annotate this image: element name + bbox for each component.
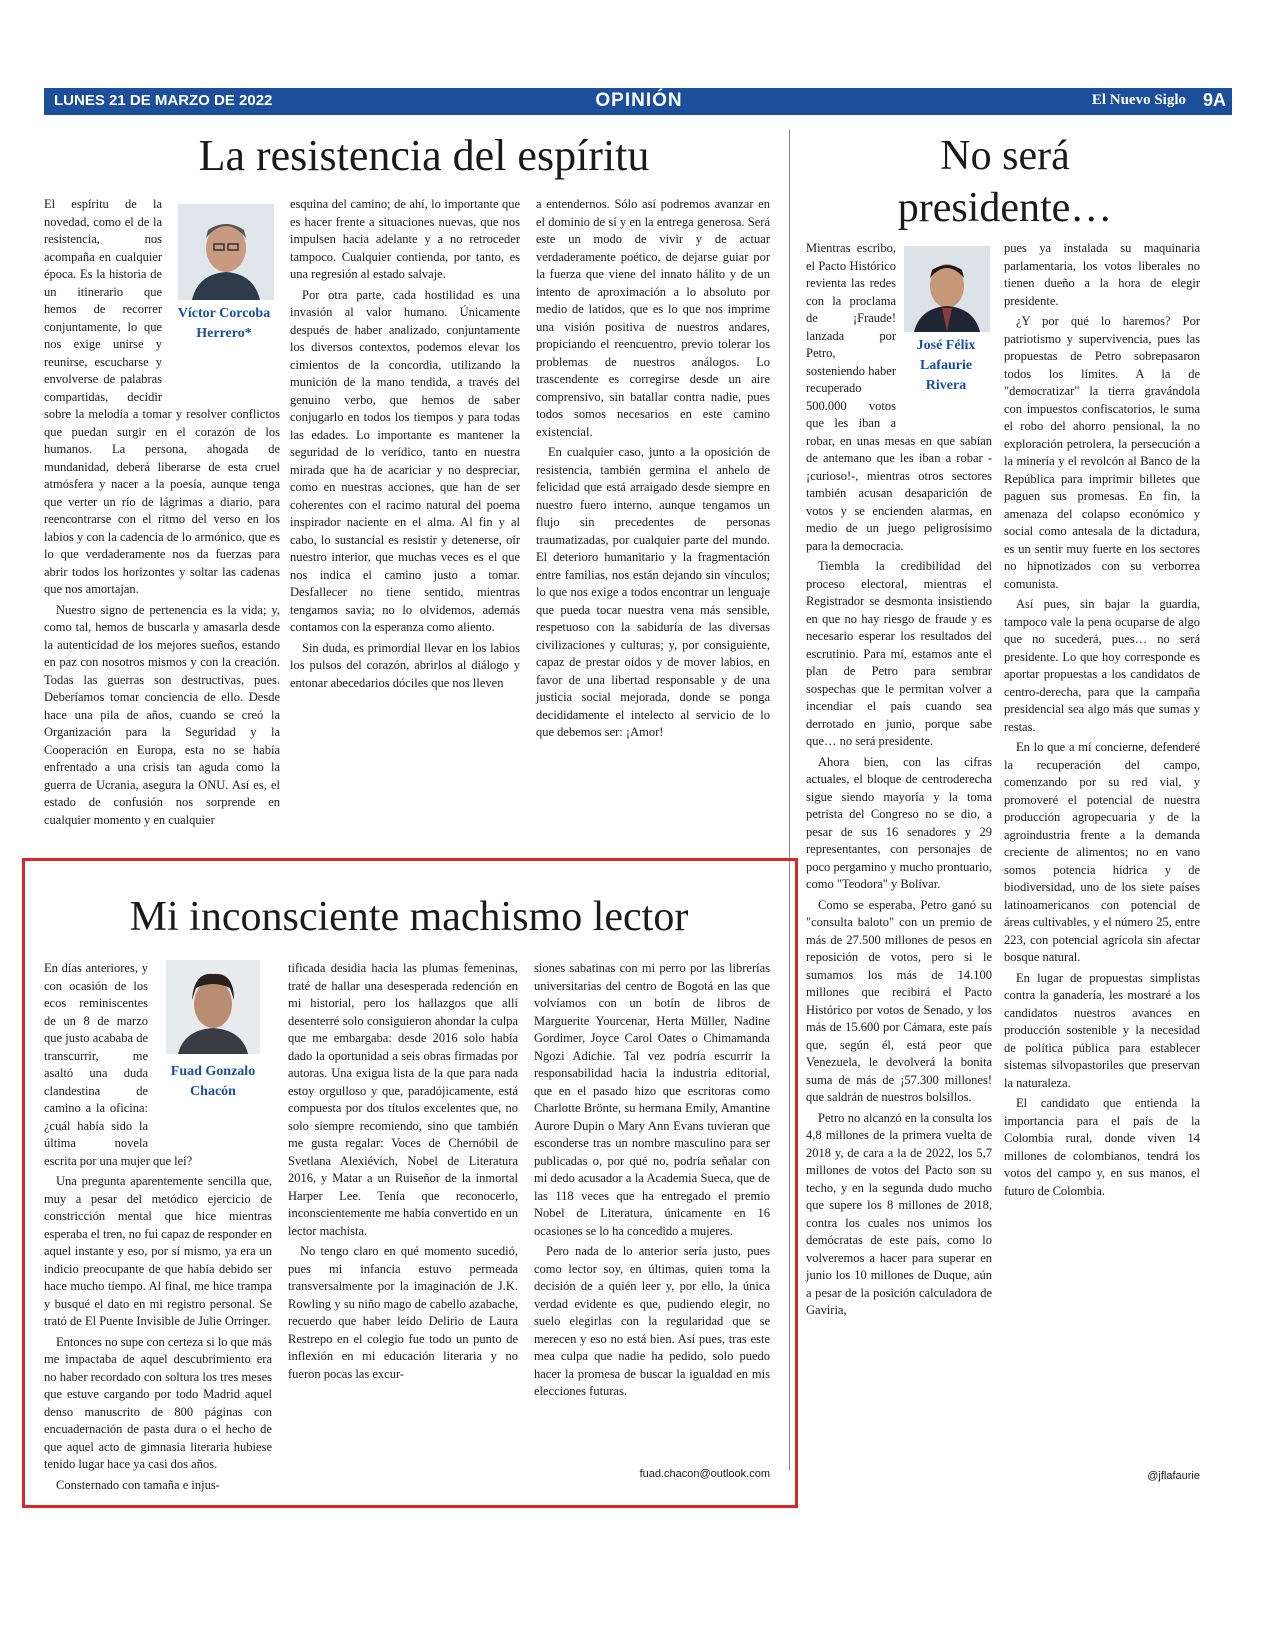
issue-date: LUNES 21 DE MARZO DE 2022 xyxy=(54,92,273,109)
article-column xyxy=(44,196,280,876)
author-photo xyxy=(178,204,274,300)
article-column xyxy=(288,960,518,1480)
paragraph: a entendernos. Sólo así podremos avanzar en el dominio de sí y en la entrega generosa. Será este un modo de vivir y de actuar verdaderamente poético, de dejarse guiar por la fuerza que viene del innato hálito y de un intento de aproximación a lo absoluto por medio de latidos, que es lo que nos imprime una visión positiva de nuestros andares, propiciando el reencuentro, previo tolerar los problemas de nuestros análogos. Lo trascendente es corregirse desde un aire comprensivo, sin batallar contra nadie, pues todos somos necesarios en este camino existencial. xyxy=(536,197,770,439)
newspaper-name: El Nuevo Siglo xyxy=(1091,92,1186,108)
paragraph: Petro no alcanzó en la consulta los 4,8 millones de la primera vuelta de 2018 y, de cara a la de 2022, los 5,7 millones de votos del Pacto son su techo, y en la segunda dudo mucho que supere los 8 millones de 2018, contra los cuales nos unimos los demócratas de este país, como lo volveremos a hacer para superar en junio los 10 millones de Duque, aún a pesar de la posición calculadora de Gaviria, xyxy=(806,1110,992,1317)
article-column xyxy=(44,960,273,1492)
paragraph: En días anteriores, y con ocasión de los ecos reminiscentes de un 8 de marzo que justo acababa de transcurrir, me asaltó una duda clandestina de camino a la oficina: ¿cuál había sido la última novela escrita por una mujer que leí? xyxy=(44,961,193,1168)
author-box xyxy=(154,960,272,1150)
page-number: 9A xyxy=(1202,90,1226,110)
article-column xyxy=(806,240,992,1475)
paragraph: En lugar de propuestas simplistas contra la ganadería, les mostraré a los candidatos nuestros avances en producción sostenible y la necesidad de política pública para establecer sistemas silvopastoriles que preservan la naturaleza. xyxy=(1004,970,1200,1090)
paragraph: Una pregunta aparentemente sencilla que, muy a pesar del metódico ejercicio de constricción mental que hice mientras esperaba el tren, no fui capaz de responder en aquel instante y eso, por sí mismo, ya era un indicio preocupante de que había debido ser hace mucho tiempo. Al final, me hice trampa y busqué el dato en mi registro personal. Se trató de El Puente Invisible de Julie Orringer. xyxy=(44,1174,273,1328)
paragraph: El espíritu de la novedad, como el de la resistencia, nos acompaña en cualquier época. Es la historia de un itinerario que hemos de recorrer conjuntamente, lo que nos exige unirse y reunirse, escucharse y envolverse de palabras compartidas, decidir sobre la melodía a tomar y resolver conflictos que puedan surgir en el corazón de los humanos. La persona, ahogada de mundanidad, deberá liberarse de esta cruel atmósfera y nacer a la poesía, aunque tenga que verter un río de lágrimas a diario, para reencontrarse con el ritmo del verso en los labios y con la cadencia de lo armónico, que es lo que verdaderamente nos da fuerzas para abrir todos los horizontes y soltar las cadenas que nos amortajan. xyxy=(44,197,280,596)
article-column xyxy=(534,960,770,1460)
paragraph: Mientras escribo, el Pacto Histórico revienta las redes con la proclama de ¡Fraude! lanzada por Petro, sosteniendo haber recuperado 500.000 votos que les iban a robar, en unas mesas en que sabían de antemano que les iban a robar -¡curioso!-, mientras otros sectores también acusan desaparición de votos y se encienden alarmas, en medio de un juego peligrosísimo para la democracia. xyxy=(806,241,992,553)
section-name: OPINIÓN xyxy=(595,90,683,111)
paragraph: El candidato que entienda la importancia para el país de la Colombia rural, donde viven 14 millones de colombianos, tendrá los votos del campo y, en sus manos, el futuro de Colombia. xyxy=(1004,1096,1200,1198)
paragraph: Entonces no supe con certeza si lo que más me impactaba de aquel descubrimiento era no haber recordado con soltura los tres meses que estuve cargando por todo Madrid aquel denso manuscrito de 800 páginas con encuadernación de pasta dura o el hecho de que aquel acto de gimnasia literaria hubiese tenido lugar hace ya casi dos años. xyxy=(44,1334,272,1471)
paragraph: Sin duda, es primordial llevar en los labios los pulsos del corazón, abrirlos al diálogo y entonar abecedarios dóciles que nos lleven xyxy=(290,640,520,690)
author-name: José Félix Lafaurie Rivera xyxy=(916,338,976,393)
paragraph: Como se esperaba, Petro ganó su "consulta baloto" con un premio de más de 27.500 millones de pesos en reposición de votos, pero si le sumamos los más de 14.100 millones que recibirá el Pacto Histórico por votos de Senado, y los más de 15.600 por Cámara, este país que, según él, está peor que Venezuela, le devolverá la bonita suma de más de ¡57.300 millones! que saldrán de nuestros bolsillos. xyxy=(806,897,992,1104)
author-email: fuad.chacon@outlook.com xyxy=(639,1468,770,1480)
article-column xyxy=(290,196,520,876)
article-title: No será presidente… xyxy=(897,133,1113,231)
paragraph: tificada desidia hacia las plumas femeninas, traté de hallar una desesperada redención en mi historial, pero los hallazgos que allí desenterré solo consiguieron ahondar la culpa que me embargaba: desde 2016 solo había dado la oportunidad a seis obras firmadas por autoras. Una exigua lista de la que para nada estoy orgulloso y que, paradójicamente, está compuesta por dos títulos excelentes que, no solo siempre recomiendo, sino que también me gusta regalar: Voces de Chernóbil de Svetlana Alexiévich, Nobel de Literatura 2016, y Matar a un Ruiseñor de la inmortal Harper Lee. Tenía que reconocerlo, inconscientemente me había convertido en un lector machista. xyxy=(288,961,518,1238)
author-box xyxy=(900,240,992,420)
author-photo xyxy=(166,960,260,1054)
article-column xyxy=(536,196,770,876)
author-box xyxy=(168,196,280,396)
author-name: Víctor Corcoba Herrero* xyxy=(177,306,271,341)
paragraph: Consternado con tamaña e injus- xyxy=(56,1477,220,1492)
paragraph: esquina del camino; de ahí, lo importante que es hacer frente a situaciones nuevas, que nos impulsen hacia adelante y a no retroceder tampoco. Cualquier contienda, por tanto, es una regresión al estado salvaje. xyxy=(290,197,520,281)
paragraph: En cualquier caso, junto a la oposición de resistencia, también germina el anhelo de felicidad que está arraigado desde siempre en nuestro fuero interno, aunque tengamos un flujo sin precedentes de personas traumatizadas, por cualquier parte del mundo. El deterioro humanitario y la fragmentación entre familias, nos están dejando sin vínculos; lo que nos exige a todos encontrar un lenguaje que pueda tocar nuestra vena más sensible, respetuoso con la sabiduría de las diversas civilizaciones y culturas; y, por consiguiente, capaz de prestar oídos y de mover labios, en favor de una libertad responsable y de una justicia social mejorada, donde se ponga decididamente el intelecto al servicio de lo que debemos ser: ¡Amor! xyxy=(536,445,770,739)
paragraph: Tiembla la credibilidad del proceso electoral, mientras el Registrador se desmonta insistiendo en que no hay riesgo de fraude y es necesario esperar los resultados del escrutinio. Para mí, estamos ante el plan de Petro para sembrar sospechas que le permitan volver a incendiar el país cuando sea derrotado en junio, porque sabe que… no será presidente. xyxy=(806,559,992,748)
paragraph: Pero nada de lo anterior sería justo, pues como lector soy, en últimas, quien toma la decisión de a quién leer y, por ello, la única verdad evidente es que, pudiendo elegir, no suelo elegirlas con la regularidad que se merecen y eso no está bien. Así pues, tras este mea culpa que nadie ha pedido, solo puedo hacer la promesa de buscar la igualdad en mis elecciones futuras. xyxy=(534,1244,770,1398)
article-title: La resistencia del espíritu xyxy=(198,131,650,180)
paragraph: En lo que a mí concierne, defenderé la recuperación del campo, comenzando por su red vial, y promoveré el potencial de nuestra producción agropecuaria y de la agroindustria frente a la demanda creciente de alimentos; no en vano somos potencia hídrica y de biodiversidad, uno de los siete países latinoamericanos con potencial de áreas cultivables, y el número 25, entre 223, con potencial agrícola sin afectar bosque natural. xyxy=(1004,740,1200,964)
article-column xyxy=(1004,240,1200,1465)
paragraph: pues ya instalada su maquinaria parlamentaria, los votos liberales no tienen dueño a la hora de elegir presidente. xyxy=(1004,241,1200,308)
paragraph: siones sabatinas con mi perro por las librerías universitarias del centro de Bogotá en las que volvíamos con un botín de libros de Marguerite Yourcenar, Herta Müller, Nadine Gordimer, Joyce Carol Oates o Chimamanda Ngozi Adichie. Tal vez podría escurrir la responsabilidad hacia la industria editorial, que en el pasado hizo que escritoras como Charlotte Brönte, su hermana Emily, Amantine Aurore Dupin o Mary Ann Evans tuvieran que esconderse tras un nombre masculino para ser publicadas o, por qué no, podría señalar con mi dedo acusador a la Academia Sueca, que de las 118 veces que ha entregado el premio Nobel de Literatura, únicamente en 16 ocasiones se lo ha concedido a mujeres. xyxy=(534,961,770,1238)
article-title: Mi inconsciente machismo lector xyxy=(129,894,689,940)
author-photo xyxy=(904,246,990,332)
paragraph: Nuestro signo de pertenencia es la vida; y, como tal, hemos de buscarla y amasarla desde la autenticidad de los mejores sueños, estando en paz con nosotros mismos y con la creación. Todas las guerras son destructivas, pues. Deberíamos tomar conciencia de ello. Desde hace una pila de años, cuando se creó la Organización para la Seguridad y la Cooperación en Europa, esta no se había enfrentado a una crisis tan aguda como la guerra de Ucrania, asegura la ONU. Así es, el estado de confusión nos sorprende en cualquier momento y en cualquier xyxy=(44,602,280,827)
paragraph: No tengo claro en qué momento sucedió, pues mi infancia estuvo permeada transversalmente por la imaginación de J.K. Rowling y su niño mago de cabello azabache, recuerdo que haber leído Delirio de Laura Restrepo en el colegio fue todo un punto de inflexión en mi educación literaria y no fueron pocas las excur- xyxy=(288,1244,518,1381)
author-name: Fuad Gonzalo Chacón xyxy=(170,1064,256,1099)
author-handle: @jflafaurie xyxy=(1147,1470,1200,1482)
paragraph: ¿Y por qué lo haremos? Por patriotismo y supervivencia, pues las propuestas de Petro sobrepasaron todos los límites. A la de "democratizar" la tierra gravándola con impuestos confiscatorios, le suma el robo del ahorro pensional, la no exploración petrolera, la persecución a la minería y el revolcón al Banco de la República para imprimir billetes que paguen sus promesas. En fin, la amenaza del colapso económico y social como antesala de la dictadura, es un sentir muy fuerte en los sectores no hipnotizados con su verborrea comunista. xyxy=(1004,314,1200,591)
paragraph: Ahora bien, con las cifras actuales, el bloque de centroderecha sigue siendo mayoría y la toma petrista del Congreso no se dio, a pesar de sus 16 senadores y 29 representantes, con personajes de poco pergamino y mucho prontuario, como "Teodora" y Bolívar. xyxy=(806,754,992,891)
paragraph: Así pues, sin bajar la guardia, tampoco vale la pena ocuparse de algo que no sucederá, pues… no será presidente. Lo que hoy corresponde es aportar propuestas a los candidatos de centro-derecha, para que la campaña presidencial sea algo más que sumas y restas. xyxy=(1004,597,1200,734)
paragraph: Por otra parte, cada hostilidad es una invasión al valor humano. Únicamente después de haber analizado, conjuntamente los diversos contextos, podemos elevar los cimientos de la concordia, utilizando la munición de la mano tendida, a través del genuino verbo, que hemos de saber conjugarlo en todos los tiempos y para todas las edades. Lo importante es mantener la seguridad de lo verídico, tanto en nuestra mirada que ha de acariciar y no despreciar, como en nuestras acciones, que han de ser coherentes con el racimo natural del poema inspirador naciente en el alma. Al fin y al cabo, lo sustancial es resistir y detenerse, oír nuestro interior, que muchas veces es el que nos indica el camino justo a tomar. Desfallecer no tiene sentido, mientras tengamos savia; no lo olvidemos, además contamos con la esperanza como aliento. xyxy=(290,287,520,634)
page-header-bar xyxy=(44,88,1232,115)
